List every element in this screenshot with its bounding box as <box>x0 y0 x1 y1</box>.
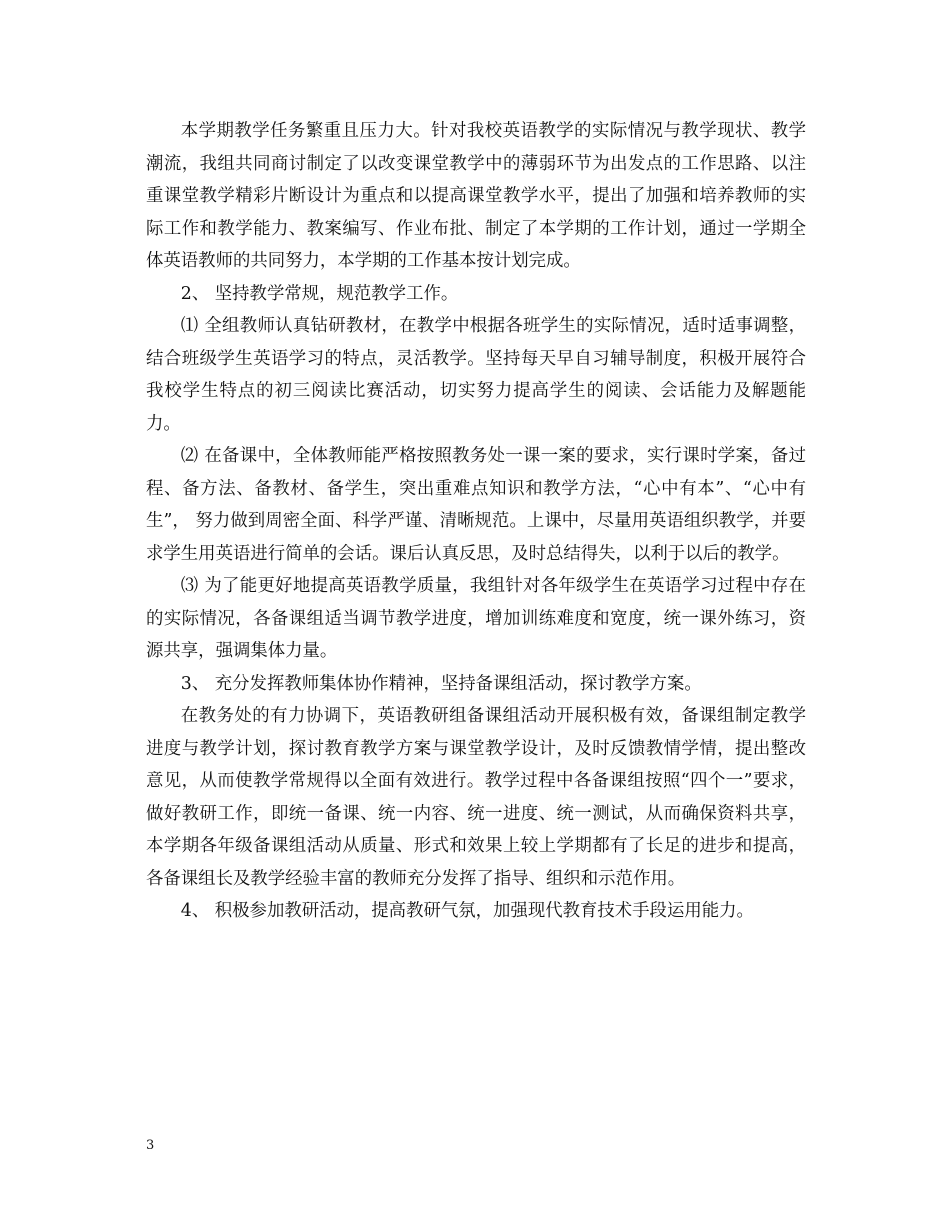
heading-item-4: 4、 积极参加教研活动，提高教研气氛，加强现代教育技术手段运用能力。 <box>180 901 754 921</box>
document-body <box>146 115 806 928</box>
heading-item-2: 2、 坚持教学常规，规范教学工作。 <box>180 283 459 304</box>
paragraph-item-2-2: ⑵ 在备课中，全体教师能严格按照教务处一课一案的要求，实行课时学案，备过程、备方法、备教材、备学生，突出重难点知识和教学方法，“心中有本”、“心中有生”， 努力做到周密全面、科学严谨、清晰规范。上课中，尽量用英语组织教学，并要求学生用英语进行简单的会话。课后认真反思，及时总结得失，以利于以后的教学。 <box>146 446 806 564</box>
paragraph-item-2-1: ⑴ 全组教师认真钻研教材，在教学中根据各班学生的实际情况，适时适事调整，结合班级学生英语学习的特点，灵活教学。坚持每天早自习辅导制度，积极开展符合我校学生特点的初三阅读比赛活动，切实努力提高学生的阅读、会话能力及解题能力。 <box>146 316 806 434</box>
paragraph-item-2-3: ⑶ 为了能更好地提高英语教学质量，我组针对各年级学生在英语学习过程中存在的实际情况，各备课组适当调节教学进度，增加训练难度和宽度，统一课外练习，资源共享，强调集体力量。 <box>146 576 806 661</box>
heading-item-3: 3、 充分发挥教师集体协作精神，坚持备课组活动，探讨教学方案。 <box>180 673 702 694</box>
paragraph-item-3-body: 在教务处的有力协调下，英语教研组备课组活动开展积极有效，备课组制定教学进度与教学计划，探讨教育教学方案与课堂教学设计，及时反馈教情学情，提出整改意见，从而使教学常规得以全面有效进行。教学过程中各备课组按照“四个一”要求，做好教研工作，即统一备课、统一内容、统一进度、统一测试，从而确保资料共享，本学期各年级备课组活动从质量、形式和效果上较上学期都有了长足的进步和提高，各备课组长及教学经验丰富的教师充分发挥了指导、组织和示范作用。 <box>146 706 806 889</box>
page-number: 3 <box>146 1138 155 1153</box>
paragraph-semester-summary: 本学期教学任务繁重且压力大。针对我校英语教学的实际情况与教学现状、教学潮流，我组共同商讨制定了以改变课堂教学中的薄弱环节为出发点的工作思路、以注重课堂教学精彩片断设计为重点和以提高课堂教学水平，提出了加强和培养教师的实际工作和教学能力、教案编写、作业布批、制定了本学期的工作计划，通过一学期全体英语教师的共同努力，本学期的工作基本按计划完成。 <box>146 121 806 271</box>
